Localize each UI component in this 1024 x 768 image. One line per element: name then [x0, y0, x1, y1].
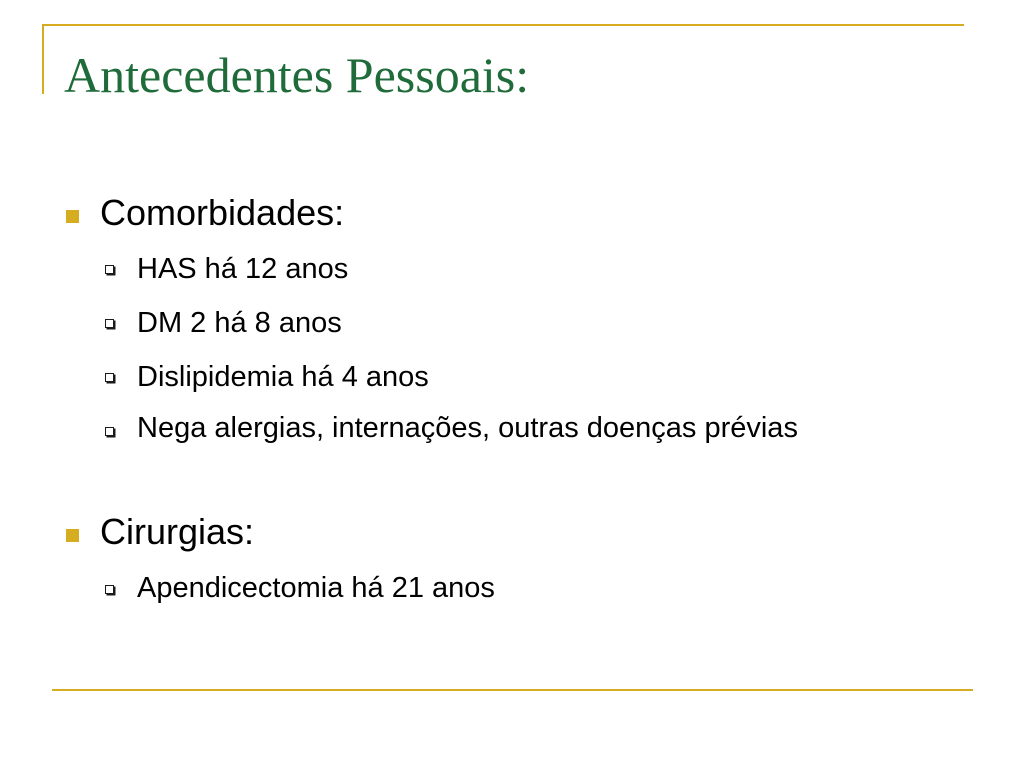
list-item: DM 2 há 8 anos — [137, 307, 342, 339]
square-bullet-icon — [66, 210, 79, 223]
hollow-square-bullet-icon — [105, 427, 114, 436]
list-item: Apendicectomia há 21 anos — [137, 572, 495, 604]
list-item: Dislipidemia há 4 anos — [137, 361, 429, 393]
hollow-square-bullet-icon — [105, 319, 114, 328]
section-heading-cirurgias: Cirurgias: — [100, 511, 255, 552]
hollow-square-bullet-icon — [105, 373, 114, 382]
slide-title: Antecedentes Pessoais: — [64, 47, 530, 103]
hollow-square-bullet-icon — [105, 265, 114, 274]
hollow-square-bullet-icon — [105, 585, 114, 594]
bottom-divider-line — [52, 689, 973, 691]
list-item: HAS há 12 anos — [137, 253, 349, 285]
section-heading-comorbidades: Comorbidades: — [100, 192, 345, 233]
list-item: Nega alergias, internações, outras doenças prévias — [137, 412, 798, 444]
square-bullet-icon — [66, 529, 79, 542]
